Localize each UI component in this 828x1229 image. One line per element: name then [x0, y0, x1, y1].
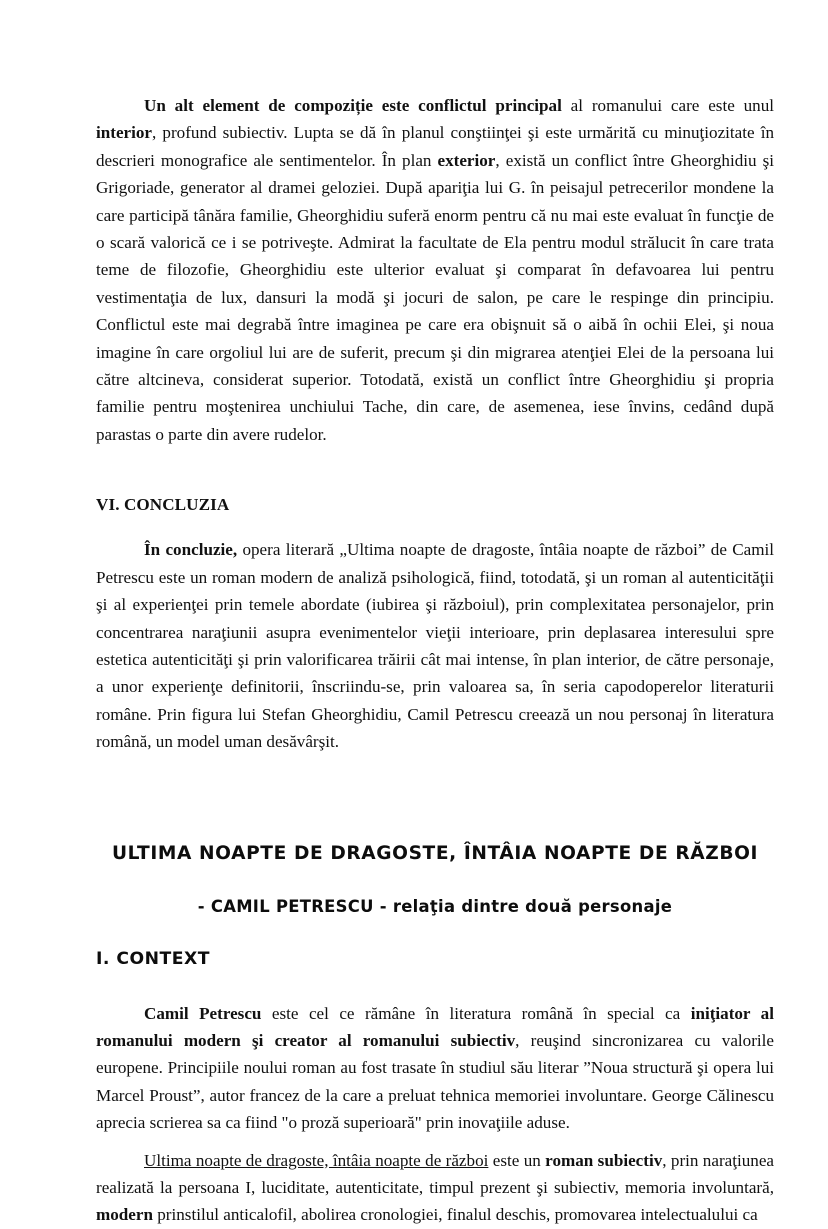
- paragraph-camil-text-1: este cel ce rămâne în literatura română în special ca: [261, 1003, 691, 1023]
- paragraph-camil-petrescu: [96, 1000, 774, 1137]
- spacer-between-context-paragraphs: [96, 1137, 774, 1147]
- paragraph-camil-text-2: , reuşind sincronizarea cu valorile europene. Principiile noului roman au fost trasate în studiul său literar ”Noua structură şi opera lui Marcel Proust”, autor francez de la care a preluat tehnica memoriei involuntare. George Călinescu aprecia scrierea sa ca fiind "o proză superioară" prin inovaţiile aduse.: [96, 1030, 774, 1133]
- paragraph-composition-conflict: [96, 92, 774, 448]
- paragraph-camil-lead-bold: Camil Petrescu: [144, 1003, 262, 1023]
- paragraph-conclusion-text-1: opera literară „Ultima noapte de dragoste, întâia noapte de război” de Camil Petrescu este un roman modern de analiză psihologică, fiind, totodată, şi un roman al autenticităţii şi al experienţei prin temele abordate (iubirea şi războiul), prin complexitatea personajelor, prin concentrarea naraţiunii asupra evenimentelor vieţii interioare, prin deplasarea interesului spre estetica autenticităţi şi prin valorificarea trăirii cât mai intense, în plan interior, de către personaje, a unor experienţe definitorii, înscriindu-se, prin valoarea sa, în seria capodoperelor literaturii române. Prin figura lui Stefan Gheorghidiu, Camil Petrescu creează un nou personaj în literatura română, un model uman desăvârşit.: [96, 540, 774, 752]
- heading-context: I. CONTEXT: [96, 948, 210, 969]
- paragraph-roman-subiectiv: [96, 1147, 774, 1229]
- paragraph-composition-lead-bold: Un alt element de compoziție este conflictul principal: [144, 96, 562, 115]
- work-subtitle: - CAMIL PETRESCU - relaţia dintre două personaje: [197, 896, 673, 916]
- spacer-after-work-title: [96, 866, 774, 896]
- paragraph-composition-bold-interior: interior: [96, 123, 153, 143]
- paragraph-composition-text-2: , profund subiectiv. Lupta se dă în planul conştiinţei şi este urmărită cu minuţiozitate în descrieri monografice ale sentimentelor. În plan: [96, 123, 774, 170]
- work-title: ULTIMA NOAPTE DE DRAGOSTE, ÎNTÂIA NOAPTE DE RĂZBOI: [111, 842, 759, 864]
- document-content-column: [96, 92, 774, 1229]
- spacer-after-context-heading: [96, 970, 774, 1000]
- work-title-underlined-inline: Ultima noapte de dragoste, întâia noapte de război: [144, 1150, 489, 1170]
- heading-conclusion: VI. CONCLUZIA: [96, 495, 230, 515]
- paragraph-composition-bold-exterior: exterior: [437, 150, 496, 170]
- paragraph-subiectiv-text-1: este un: [488, 1150, 546, 1170]
- paragraph-subiectiv-bold-modern: modern: [96, 1205, 153, 1225]
- spacer-after-conclusion-heading: [96, 516, 774, 536]
- paragraph-composition-text-3: , există un conflict între Gheorghidiu şi Grigoriade, generator al dramei geloziei. După apariţia lui G. în peisajul petrecerilor mondene la care participă tânăra familie, Gheorghidiu suferă enorm pentru că nu mai este evaluat în funcţie de o scară valorică ce i se potriveşte. Admirat la facultate de Ela pentru modul strălucit în care trata teme de filozofie, Gheorghidiu este ulterior evaluat şi comparat în defavoarea lui pentru vestimentaţia de lux, dansuri la modă şi jocuri de salon, pe care le respinge din principiu. Conflictul este mai degrabă între imaginea pe care era obişnuit să o aibă în ochii Elei, şi noua imagine în care orgoliul lui are de suferit, precum şi din migrarea atenţiei Elei de la persoana lui către altcineva, considerat superior. Totodată, există un conflict între Gheorghidiu şi propria familie pentru moştenirea unchiului Tache, din care, de asemenea, iese învins, cedând după parastas o parte din avere rudelor.: [96, 150, 774, 444]
- paragraph-camil-bold-initiator: iniţiator al romanului modern şi creator al romanului subiectiv: [96, 1003, 774, 1050]
- paragraph-subiectiv-text-3: prinstilul anticalofil, abolirea cronologiei, finalul deschis, promovarea intelectualului ca: [152, 1205, 758, 1225]
- spacer-before-conclusion-heading: [96, 448, 774, 494]
- paragraph-conclusion-lead-bold: În concluzie,: [144, 540, 238, 560]
- spacer-after-work-subtitle: [96, 918, 774, 948]
- paragraph-conclusion: [96, 536, 774, 755]
- paragraph-composition-text-1: al romanului care este unul: [561, 96, 774, 115]
- paragraph-subiectiv-text-2: , prin naraţiunea realizată la persoana I, luciditate, autenticitate, timpul prezent şi subiectiv, memoria involuntară,: [96, 1150, 774, 1197]
- paragraph-subiectiv-bold-roman: roman subiectiv: [545, 1150, 663, 1170]
- spacer-between-documents: [96, 756, 774, 842]
